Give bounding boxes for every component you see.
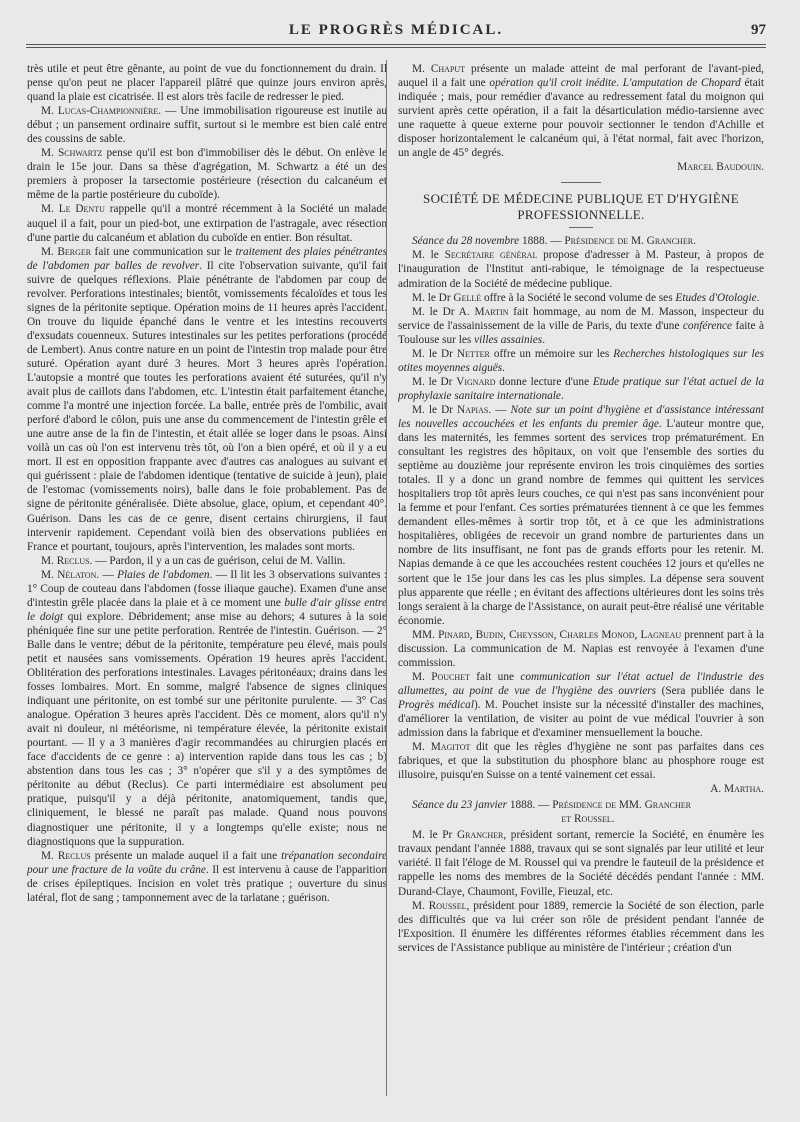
right-column-top bbox=[398, 62, 764, 160]
name-run: Berger bbox=[57, 245, 92, 258]
italic-run: Séance du 28 novembre bbox=[412, 235, 520, 248]
right-column-middle bbox=[398, 248, 764, 782]
paragraph bbox=[27, 568, 387, 849]
left-column bbox=[27, 62, 387, 1100]
text-run: M. le Dr bbox=[412, 375, 457, 388]
text-run: fait une bbox=[469, 670, 521, 683]
italic-run: L'amputation de Chopard bbox=[622, 77, 741, 90]
signature-baudouin: Marcel Baudouin. bbox=[677, 161, 764, 174]
text-run: (Sera publiée dans le bbox=[656, 684, 764, 697]
text-run: M. bbox=[41, 203, 59, 216]
italic-run: opération qu'il croit inédite bbox=[489, 77, 617, 90]
right-column-bottom bbox=[398, 828, 764, 954]
paragraph bbox=[398, 375, 764, 403]
name-run: Reclus bbox=[56, 554, 90, 567]
text-run: M. le Pr bbox=[412, 829, 457, 842]
name-run: Napias bbox=[457, 403, 489, 416]
paragraph bbox=[27, 104, 387, 146]
name-run: Le Dentu bbox=[58, 203, 105, 216]
name-run: Nélaton bbox=[57, 568, 97, 581]
name-run: Roussel bbox=[428, 899, 467, 912]
paragraph bbox=[398, 740, 764, 782]
paragraph bbox=[27, 62, 387, 104]
paragraph bbox=[27, 202, 387, 244]
text-run: . bbox=[693, 235, 696, 248]
text-run: . Il est intervenu à cause de l'apparition de crises épileptiques. Incision en volet très pratique ; ouverture du sinus latéral, flot de sang ; tamponnement avec de la tarlatane ; guérison. bbox=[27, 863, 387, 904]
italic-run: Séance du 23 janvier bbox=[412, 799, 508, 812]
italic-run: bulle d'air glisse entre le doigt bbox=[27, 596, 387, 623]
page-number: 97 bbox=[751, 22, 766, 38]
text-run: présente un malade auquel il a fait une bbox=[90, 849, 282, 862]
text-run: M. le Dr A. bbox=[412, 305, 475, 318]
text-run: M. bbox=[412, 741, 431, 754]
paragraph bbox=[27, 245, 387, 554]
paragraph bbox=[27, 849, 387, 905]
paragraph bbox=[398, 347, 764, 375]
text-run: qui explore. Débridement; anse mise au dehors; 4 sutures à la soie phéniquée fine sur une petite perforation. Rentrée de l'intestin. Guérison. — 2° Balle dans le ventre; début de la péritonite, température peu élevé, mais pouls petit et nausées sans vomissements. Opération 19 heures après l'accident. Oblitération des perforations intestinales. Lavages péritonéaux; drains dans les fosses lombaires. Mort. En somme, malgré l'absence de signes cliniques indiquant une péritonite, on est tombé sur une péritonite purulente. — 3° Cas analogue. Opération 3 heures après l'accident. Dès ce moment, alors qu'il n'y avait ni douleur, ni météorisme, ni température élevée, la péritonite existait pourtant. — Il y a 3 manières d'agir recommandées au chirurgien placés en face d'accidents de ce genre : a) intervention rapide dans tous les cas ; b) abstention dans tous les cas ; 3° n'opérer que s'il y a des symptômes de péritonite au début (Reclus). Ce parti intermédiaire est absolument peu pratique, puisqu'il y a déjà péritonite, anatomiquement, tandis que, cliniquement, le blessé ne paraît pas malade. Quand nous pouvons diagnostiquer une péritonite, il y a longtemps qu'elle existe; nous ne diagnostiquons que la suppuration. bbox=[27, 610, 387, 848]
italic-run: traitement des plaies pénétrantes de l'abdomen par balles de revolver bbox=[27, 245, 387, 272]
text-run: donne lecture d'une bbox=[495, 375, 593, 388]
paragraph bbox=[398, 828, 764, 898]
text-run: ). M. Pouchet insiste sur la nécessité d'installer des machines, d'améliorer la ventilation, de visiter au point de vue médical l'ouvrier à son admission dans la fabrique et d'examiner mensuellement la bouche. bbox=[398, 698, 764, 740]
signature-martha: A. Martha. bbox=[710, 783, 764, 796]
name-run: Présidence de MM. Grancher bbox=[552, 799, 691, 812]
paragraph bbox=[398, 670, 764, 740]
text-run: très utile et peut être gênante, au point de vue du fonctionnement du drain. Il pense qu'on peut ne placer l'appareil plâtré que quinze jours environ après, quand la plaie est cicatrisée. Il est alors très facile de redresser le pied. bbox=[27, 63, 387, 104]
running-header bbox=[26, 22, 766, 42]
right-column bbox=[398, 62, 764, 1100]
seance-heading-2 bbox=[398, 798, 764, 812]
text-run: M. bbox=[41, 849, 58, 862]
text-run: présente un malade atteint de mal perforant de l'avant-pied, auquel il a fait une bbox=[398, 63, 764, 90]
text-run: pense qu'il est bon d'immobiliser dès le début. On enlève le drain le 15e jour. Dans sa thèse d'agrégation, M. Schwartz a été un des premiers à proposer la tarsectomie postérieure (résection du calcanéum et même de la partie postérieure du cuboïde). bbox=[27, 147, 387, 202]
name-run: Chaput bbox=[430, 63, 466, 75]
name-run: Grancher bbox=[456, 829, 504, 842]
text-run: M. le Dr bbox=[412, 291, 454, 304]
italic-run: Progrès médical bbox=[398, 698, 474, 711]
text-run: . — bbox=[488, 403, 511, 416]
text-run: M. le Dr bbox=[412, 403, 458, 416]
text-run: M. bbox=[41, 147, 58, 160]
text-run: , président pour 1889, remercie la Société de son élection, parle des difficultés que va lui créer son rôle de président pendant l'année de l'Exposition. Il énumère les différentes réformes établies récemment dans les services de l'Assistance publique au ministère de l'intérieur ; création d'un bbox=[398, 899, 764, 954]
text-run: 1888. — bbox=[519, 235, 565, 248]
text-run: était indiquée ; mais, pour remédier d'avance au redressement fatal du moignon qui survient après cette opération, il a fait la désarticulation médio-tarsienne avec une raquette à queue externe pour pouvoir sectionner le tendon d'Achille et disposer horizontalement le calcanéum qui, à l'état normal, fait avec l'horizon, un angle de 45° degrés. bbox=[398, 77, 764, 160]
header-rule bbox=[26, 44, 766, 45]
name-run: Reclus bbox=[57, 849, 91, 862]
name-run: Pinard, Budin, Cheysson, Charles Monod, Lagneau bbox=[438, 628, 682, 641]
name-run: Martin bbox=[474, 305, 509, 318]
text-run: M. bbox=[412, 63, 431, 75]
text-run: . — Pardon, il y a un cas de guérison, celui de M. Vallin. bbox=[89, 554, 346, 567]
text-run: M. bbox=[412, 899, 429, 912]
column-divider bbox=[386, 60, 387, 1096]
text-run: M. bbox=[41, 245, 58, 258]
text-run: . bbox=[502, 361, 505, 374]
text-run: dit que les règles d'hygiène ne sont pas parfaites dans ces fabriques, et que la substitution du phosphore blanc au phosphore rouge est illusoire, puisqu'en Suisse on a tenté vainement cet essai. bbox=[398, 741, 764, 782]
italic-run: Note sur un point d'hygiène et d'assistance intéressant les nouvelles accouchées et les enfants du premier âge bbox=[398, 403, 764, 430]
paragraph bbox=[398, 628, 764, 670]
section-title-rule bbox=[569, 227, 593, 228]
seance-heading-2-sub: et Roussel. bbox=[561, 813, 615, 826]
name-run: Netter bbox=[456, 347, 490, 360]
text-run: . — Il lit les 3 observations suivantes : 1° Coup de couteau dans l'abdomen (fosse iliaque gauche). Examen d'une anse d'intestin grêle placée dans la plaie et à ce moment une bbox=[27, 568, 387, 609]
text-run: . bbox=[756, 291, 760, 304]
text-run: M. bbox=[41, 568, 58, 581]
text-run: MM. bbox=[412, 628, 439, 641]
paragraph bbox=[27, 554, 387, 568]
text-run: 1888. — bbox=[507, 799, 553, 812]
text-run: . bbox=[616, 77, 623, 90]
journal-title: LE PROGRÈS MÉDICAL. bbox=[288, 22, 504, 38]
name-run: Lucas-Championnière bbox=[57, 105, 159, 118]
text-run: offre un mémoire sur les bbox=[489, 347, 614, 360]
text-run: . — Une immobilisation rigoureuse est inutile au début ; un pansement ordinaire suffit, surtout si le membre est bien calé entre des coussins de sable. bbox=[27, 105, 387, 146]
name-run: Magitot bbox=[430, 741, 471, 754]
paragraph bbox=[27, 146, 387, 202]
text-run: prennent part à la discussion. La communication de M. Napias est renvoyée à l'examen d'une commission. bbox=[398, 628, 764, 669]
header-rule-thin bbox=[26, 47, 766, 48]
paragraph bbox=[398, 403, 764, 628]
text-run: , président sortant, remercie la Société, en énumère les travaux pendant l'année 1888, travaux qui se sont signalés par leur utilité et leur variété. Il fait l'éloge de M. Roussel qui va prendre le fauteuil de la présidence et rappelle les noms des membres de la Société décédés pendant l'année : MM. Durand-Claye, Chaumont, Foville, Fieuzal, etc. bbox=[398, 829, 764, 898]
section-divider bbox=[561, 182, 601, 183]
italic-run: Plaies de l'abdomen bbox=[117, 568, 210, 581]
paragraph bbox=[398, 899, 764, 955]
text-run: M. bbox=[41, 105, 58, 118]
text-run: offre à la Société le second volume de ses bbox=[481, 291, 676, 304]
italic-run: Etude pratique sur l'état actuel de la prophylaxie sanitaire internationale bbox=[398, 375, 764, 402]
text-run: . L'auteur montre que, dans les maternités, les femmes sortent des services trop prématurément. En consultant les registres des hôpitaux, on voit que l'ensemble des sorties du septième au douzième jour représente environ les trois cinquièmes des sorties totales. Il y a donc un grand nombre de femmes qui quittent les services hospitaliers trop tôt après leurs couches, ce qui n'est pas sans inconvénient pour la femme et pour l'enfant. Ces sorties prématurées tiennent à ce que les femmes demandent elles-mêmes à sortir trop tôt, et à ce que les administrations hospitalières, obligées de recevoir un grand nombre de parturientes dans un nombre de lits insuffisant, ne font pas de grands efforts pour les retenir. M. Napias demande à ce que les accouchées restent couchées 12 jours et qu'elles ne sortent que le 15e jour dans les cas les plus simples. La dépense sera souvent plus apparente que réelle ; en évitant des affections ultérieures dont les soins très longs seraient à la charge de l'Assistance, on aurait peut-être réalisé une véritable économie. bbox=[398, 417, 764, 627]
text-run: M. le Dr bbox=[412, 347, 457, 360]
text-run: . bbox=[560, 389, 564, 402]
paragraph bbox=[398, 305, 764, 347]
italic-run: villes assainies bbox=[474, 333, 543, 346]
text-run: . — bbox=[96, 568, 118, 581]
paragraph bbox=[398, 291, 764, 305]
text-run: faite à Toulouse sur les bbox=[398, 319, 764, 346]
name-run: Vignard bbox=[456, 375, 496, 388]
seance-heading-1 bbox=[398, 234, 764, 248]
name-run: Présidence de M. Grancher bbox=[564, 235, 694, 248]
text-run: . bbox=[542, 333, 546, 346]
paragraph bbox=[398, 248, 764, 290]
text-run: rappelle qu'il a montré récemment à la Société un malade auquel il a fait, pour un pied-bot, une extirpation de l'astragale, avec résection d'une partie du calcanéum et ablation du cuboïde en entier. Bon résultat. bbox=[27, 203, 387, 244]
italic-run: trépanation secondaire pour une fracture de la voûte du crâne bbox=[27, 849, 387, 876]
italic-run: conférence bbox=[682, 319, 733, 332]
text-run: . Il cite l'observation suivante, qu'il fait suivre de quelques réflexions. Plaie pénétrante de l'abdomen par coup de revolver. Perforations intestinales; bientôt, vomissements fécaloïdes et tous les signes de la péritonite septique. Opération moins de 11 heures après l'accident. On trouve du liquide épanché dans le ventre et les intestins recouverts d'exsudats couenneux. Sutures intestinales sur les petites perforations (procédé de Lembert). Anus contre nature en un point de l'intestin trop malade pour être suturé. Opération ayant duré 3 heures. Mort 3 heures après l'opération. L'autopsie a montré que toutes les perforations avaient été suturées, qu'il n'y avait plus de caillots dans l'abdomen, etc. L'intestin était parfaitement étanche, comme l'a montré une injection forcée. La balle, entrée près de l'ombilic, avait perforé d'abord le côlon, puis une anse du commencement de l'intestin grêle et une autre anse de la fin de l'intestin, et était allée se loger dans le psoas. Ainsi voilà un cas où l'on est intervenu très tôt, où l'on a bien opéré, et où il y a eu mort. Il est en opposition frappante avec d'autres cas analogues au suivant et qui guérissent : plaie de l'abdomen identique (tentative de suicide à jeun), plaie de l'estomac (vomissements noirs), balle dans le foie probablement. Pas de signe de péritonite généralisée. Diète absolue, glace, opium, et cependant 40°. Guérison. Dans les cas de ce genre, disent certains chirurgiens, il faut intervenir rapidement. Cependant voilà bien des observations publiées en France et pourtant, toujours, après l'intervention, les malades sont morts. bbox=[27, 259, 387, 553]
text-run: propose d'adresser à M. Pasteur, à propos de l'inauguration de l'Institut anti-rabique, le témoignage de la respectueuse admiration de la Société de médecine publique. bbox=[398, 249, 764, 290]
name-run: Pouchet bbox=[431, 670, 470, 683]
text-run: M. le bbox=[412, 249, 445, 262]
text-run: fait une communication sur le bbox=[91, 245, 236, 258]
italic-run: Recherches histologiques sur les otites moyennes aiguës bbox=[398, 347, 764, 374]
italic-run: Etudes d'Otologie bbox=[675, 291, 757, 304]
name-run: Schwartz bbox=[57, 147, 103, 160]
italic-run: communication sur l'état actuel de l'industrie des allumettes, au point de vue de l'hygiène des ouvriers bbox=[398, 670, 764, 697]
name-run: Gellé bbox=[453, 291, 482, 304]
paragraph bbox=[398, 62, 764, 160]
name-run: Secrétaire général bbox=[444, 249, 538, 262]
text-run: M. bbox=[41, 554, 57, 567]
text-run: M. bbox=[412, 670, 432, 683]
text-run: fait hommage, au nom de M. Masson, inspecteur du service de l'assainissement de la ville de Paris, du texte d'une bbox=[398, 305, 764, 332]
section-title: SOCIÉTÉ DE MÉDECINE PUBLIQUE ET D'HYGIÈNE PROFESSIONNELLE. bbox=[423, 191, 739, 223]
